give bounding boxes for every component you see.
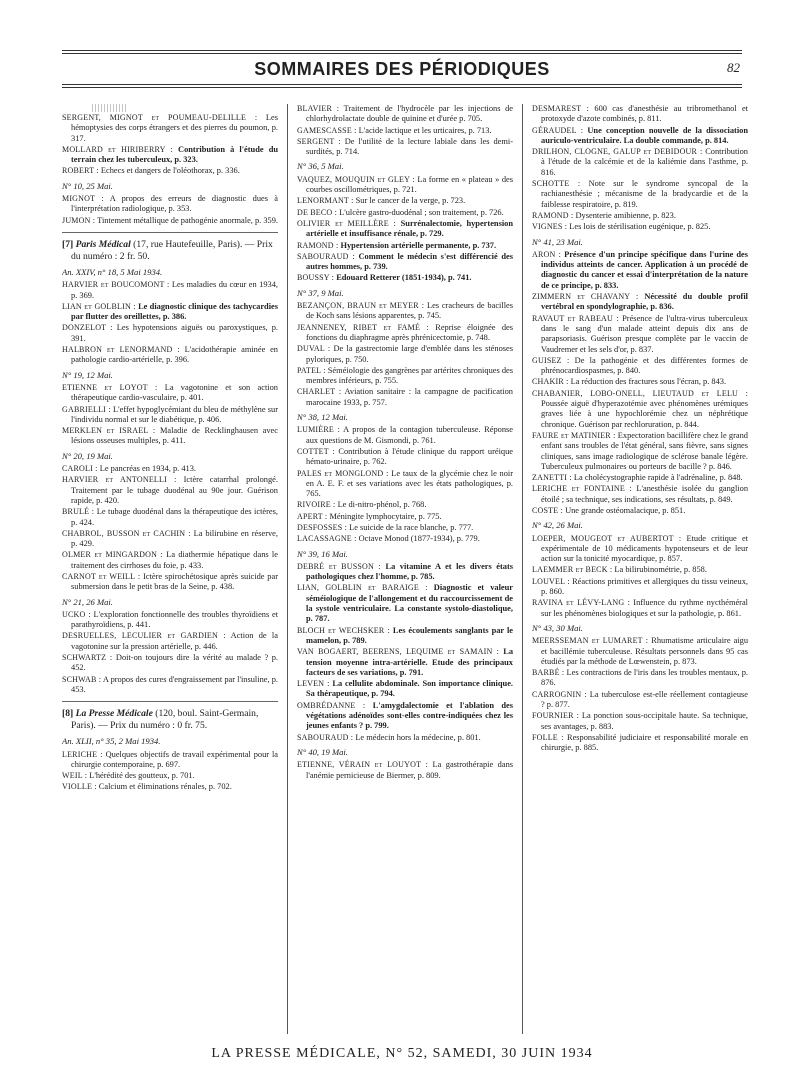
- article-entry: [297, 562, 513, 583]
- article-entry: [62, 631, 278, 652]
- journal-heading: [62, 708, 278, 732]
- article-authors: ZIMMERN et CHAVANY :: [532, 292, 639, 302]
- column-3: [532, 104, 748, 1040]
- article-entry: [62, 675, 278, 696]
- article-title: Action de la vagotonine sur la pression artérielle, p. 446.: [71, 631, 278, 651]
- journal-name: La Presse Médicale: [75, 708, 153, 720]
- article-title: Les maladies du cœur en 1934, p. 369.: [71, 280, 278, 300]
- article-authors: OLMER et MINGARDON :: [62, 550, 163, 560]
- article-title: Contribution à l'étude clinique du rapport uréique hémato-urinaire, p. 762.: [306, 446, 513, 467]
- article-entry: [62, 771, 278, 781]
- article-authors: FOURNIER :: [532, 711, 580, 721]
- article-title: L'acidothérapie aminée en pathologie cardio-artérielle, p. 396.: [71, 345, 278, 365]
- article-authors: HARVIER et BOUCOMONT :: [62, 280, 170, 290]
- article-authors: PALES et MONGLOND :: [297, 468, 389, 478]
- article-authors: RAVAUT et RABEAU :: [532, 313, 619, 323]
- ink-smudge: [92, 104, 126, 112]
- article-entry: [62, 323, 278, 344]
- article-entry: [62, 529, 278, 550]
- article-title: Présence de l'ultra-virus tuberculeux dans le sang d'un malade atteint depuis dix ans de parapsoriasis. Guérison presque complète par le vaccin de Vaudremer et les sels d'or, p. 837.: [541, 313, 748, 354]
- article-entry: [532, 356, 748, 377]
- article-authors: DESMAREST :: [532, 104, 590, 113]
- article-entry: [532, 534, 748, 565]
- article-title: Aviation sanitaire : la campagne de pacification marocaine 1933, p. 757.: [306, 387, 513, 407]
- issue-date: N° 42, 26 Mai.: [532, 520, 583, 531]
- article-authors: OMBRÉDANNE :: [297, 700, 366, 710]
- journal-name: Paris Médical: [75, 238, 131, 250]
- article-title: La bilirubine en réserve, p. 429.: [71, 528, 278, 549]
- article-title: La cellulite abdominale. Son importance clinique. Sa thérapeutique, p. 794.: [306, 679, 513, 699]
- article-entry: [62, 475, 278, 506]
- article-authors: CHABANIER, LOBO-ONELL, LIEUTAUD et LELU :: [532, 388, 748, 398]
- article-entry: [297, 701, 513, 732]
- article-title: Responsabilité judiciaire et responsabilité morale en chirurgie, p. 885.: [541, 732, 748, 753]
- article-entry: [532, 484, 748, 505]
- article-entry: [532, 377, 748, 387]
- article-authors: RIVOIRE :: [297, 500, 336, 510]
- article-entry: [532, 147, 748, 178]
- article-authors: SERGENT :: [297, 136, 341, 146]
- article-entry: [297, 196, 513, 206]
- article-title: Le diagnostic clinique des tachycardies par flutter des oreillettes, p. 386.: [71, 301, 278, 322]
- article-title: A propos des cures d'engraissement par l'insuline, p. 453.: [71, 674, 278, 694]
- section-separator: [62, 232, 278, 233]
- article-title: Contribution à l'étude de la calcémie et de la kaliémie dans l'asthme, p. 816.: [541, 147, 748, 177]
- article-entry: [297, 534, 513, 544]
- article-authors: CARNOT et WEILL :: [62, 571, 141, 581]
- article-authors: CHARLET :: [297, 387, 342, 397]
- article-entry: [297, 647, 513, 678]
- article-title: La cholécystographie rapide à l'adrénaline, p. 848.: [573, 473, 743, 483]
- article-authors: BLAVIER :: [297, 104, 340, 113]
- article-authors: LOEPER, MOUGEOT et AUBERTOT :: [532, 533, 682, 543]
- article-title: Les lois de stérilisation eugénique, p. 825.: [569, 222, 711, 232]
- article-title: Poussée aiguë d'hyperazotémie avec phénomènes urémiques graves liée à une hypochlorémie chez un néphrétique chronique. Guérison par rechloruration, p. 844.: [541, 399, 748, 429]
- article-entry: [297, 208, 513, 218]
- article-title: Sur le cancer de la verge, p. 723.: [355, 196, 466, 206]
- article-authors: DESRUELLES, LECULIER et GARDIEN :: [62, 631, 226, 641]
- article-entry: [297, 175, 513, 196]
- article-title: Contribution à l'étude du terrain chez les tuberculeux, p. 323.: [71, 144, 278, 165]
- article-authors: LIAN, GOLBLIN et BARAIGE :: [297, 583, 428, 593]
- article-entry: [62, 653, 278, 674]
- article-title: Dysenterie amibienne, p. 823.: [575, 210, 676, 220]
- journal-number: [7]: [62, 238, 74, 250]
- article-title: Méningite lymphocytaire, p. 775.: [329, 511, 442, 521]
- article-entry: [62, 572, 278, 593]
- issue-date: N° 10, 25 Mai.: [62, 180, 113, 191]
- article-title: Séméiologie des gangrènes par artérites chroniques des membres inférieurs, p. 755.: [306, 365, 513, 386]
- article-authors: ARON :: [532, 249, 562, 259]
- issue-date: N° 38, 12 Mai.: [297, 412, 348, 423]
- article-title: L'anesthésie isolée du ganglion étoilé ; sa technique, ses indications, ses résultats, p. 849.: [541, 484, 748, 504]
- article-title: L'effet hypoglycémiant du bleu de méthylène sur l'individu normal et sur le diabétique, p. 406.: [71, 404, 278, 424]
- article-title: 600 cas d'anesthésie au tribromethanol et protoxyde d'azote combinés, p. 811.: [541, 104, 748, 124]
- article-entry: [532, 126, 748, 147]
- article-authors: VIOLLE :: [62, 782, 97, 792]
- article-authors: LIAN et GOLBLIN :: [62, 301, 136, 311]
- article-title: Diagnostic et valeur séméiologique de l'allongement et du raccourcissement de la systole ventriculaire. La constante systolo-diastolique, p. 787.: [306, 583, 513, 624]
- article-title: Le taux de la glycémie chez le noir en A. E. F. et ses variations avec les états pathologiques, p. 765.: [306, 468, 513, 499]
- article-title: Echecs et dangers de l'oléothorax, p. 336.: [100, 166, 240, 176]
- article-authors: WEIL :: [62, 771, 88, 781]
- article-entry: [297, 760, 513, 781]
- issue-date: N° 40, 19 Mai.: [297, 746, 348, 757]
- article-entry: [532, 250, 748, 291]
- article-title: Le suicide de la race blanche, p. 777.: [349, 522, 474, 532]
- article-authors: LERICHE :: [62, 749, 103, 759]
- article-title: Octave Monod (1877-1934), p. 779.: [358, 534, 480, 544]
- article-title: Expectoration bacillifère chez le grand enfant sans troubles de l'état général, sans fièvre, sans signes cliniques, sans image radiologique de sclérose banale légère. Tuberculeux pulmonaires ou porteurs de bacille ? p. 846.: [541, 430, 748, 471]
- article-entry: [532, 598, 748, 619]
- article-title: Etude critique et expérimentale de 10 médicaments hypotenseurs et de leur action sur la tonicité myocardique, p. 857.: [541, 533, 748, 564]
- article-entry: [532, 577, 748, 598]
- issue-date: An. XXIV, n° 18, 5 Mai 1934.: [62, 266, 163, 277]
- article-entry: [532, 473, 748, 483]
- article-entry: [297, 425, 513, 446]
- article-entry: [532, 104, 748, 125]
- journal-info: (17, rue Hautefeuille, Paris). — Prix du numéro : 2 fr. 50.: [71, 238, 273, 262]
- article-authors: VAN BOGAERT, BEERENS, LEQUIME et SAMAIN :: [297, 647, 500, 657]
- article-title: La ponction sous-occipitale haute. Sa technique, ses avantages, p. 883.: [541, 711, 748, 731]
- article-authors: BARBÉ :: [532, 668, 565, 678]
- article-title: La bilirubinométrie, p. 858.: [614, 565, 707, 575]
- article-authors: BOUSSY :: [297, 273, 335, 283]
- article-title: De l'utilité de la lecture labiale dans les demi-surdités, p. 714.: [306, 136, 513, 157]
- article-entry: [297, 387, 513, 408]
- article-entry: [297, 512, 513, 522]
- article-entry: [297, 301, 513, 322]
- article-entry: [62, 550, 278, 571]
- article-authors: COSTE :: [532, 505, 563, 515]
- article-authors: GÉRAUDEL :: [532, 125, 584, 135]
- article-entry: [62, 782, 278, 792]
- article-authors: LEVEN :: [297, 679, 330, 689]
- article-entry: [532, 506, 748, 516]
- article-authors: DONZELOT :: [62, 323, 113, 333]
- article-authors: CAROLI :: [62, 464, 98, 474]
- article-entry: [297, 366, 513, 387]
- article-authors: JEANNENEY, RIBET et FAMÉ :: [297, 322, 429, 332]
- article-authors: ETIENNE et LOYOT :: [62, 382, 158, 392]
- article-title: De la pathogénie et des différentes formes de phrénocardiospasmes, p. 840.: [541, 355, 748, 376]
- article-authors: HALBRON et LENORMAND :: [62, 345, 180, 355]
- article-entry: [62, 507, 278, 528]
- article-authors: SCHWARTZ :: [62, 653, 113, 663]
- article-authors: OLIVIER et MEILLÈRE :: [297, 218, 396, 228]
- article-authors: DUVAL :: [297, 344, 331, 354]
- issue-date: N° 43, 30 Mai.: [532, 622, 583, 633]
- page-header: [62, 58, 742, 80]
- article-title: Surrénalectomie, hypertension artérielle et insuffisance rénale, p. 729.: [306, 218, 513, 239]
- article-entry: [532, 733, 748, 754]
- column-divider: [522, 104, 523, 1034]
- article-entry: [297, 252, 513, 273]
- article-entry: [532, 431, 748, 472]
- article-entry: [297, 323, 513, 344]
- article-entry: [62, 216, 278, 226]
- article-title: La forme en « plateau » des courbes oscillométriques, p. 721.: [306, 174, 513, 195]
- article-authors: VIGNES :: [532, 222, 568, 232]
- article-authors: RAMOND :: [532, 210, 574, 220]
- article-title: Influence du rythme nycthéméral sur les phénomènes biologiques et sur la pathologie, p. 861.: [541, 598, 748, 618]
- article-entry: [62, 113, 278, 144]
- issue-date: N° 20, 19 Mai.: [62, 450, 113, 461]
- article-title: L'acide lactique et les urticaires, p. 713.: [358, 125, 492, 135]
- article-title: Doit-on toujours dire la vérité au malade ? p. 452.: [71, 653, 278, 673]
- page-number: 82: [727, 60, 740, 75]
- article-authors: GUISEZ :: [532, 355, 570, 365]
- article-title: Les hémoptysies des corps étrangers et des pierres du poumon, p. 317.: [71, 113, 278, 143]
- article-title: La tension moyenne intra-artérielle. Etude des principaux facteurs de ses variations, p. 791.: [306, 647, 513, 677]
- article-entry: [297, 126, 513, 136]
- article-entry: [532, 211, 748, 221]
- article-authors: CARROGNIN :: [532, 689, 587, 699]
- article-title: De la gastrectomie large d'emblée dans les sténoses pyloriques, p. 750.: [306, 344, 513, 364]
- article-entry: [532, 179, 748, 210]
- column-divider: [287, 104, 288, 1034]
- article-title: Quelques objectifs de travail expérimental pour la chirurgie contemporaine, p. 697.: [71, 749, 278, 769]
- article-entry: [297, 626, 513, 647]
- article-authors: APERT :: [297, 511, 328, 521]
- article-title: Le pancréas en 1934, p. 413.: [99, 464, 196, 474]
- article-title: A propos des erreurs de diagnostic dues à l'interprétation radiologique, p. 353.: [71, 194, 278, 214]
- article-authors: MIGNOT :: [62, 194, 104, 204]
- article-title: La diathermie hépatique dans le traitement des cirrhoses du foie, p. 433.: [71, 550, 278, 570]
- article-title: Maladie de Recklinghausen avec lésions osseuses multiples, p. 411.: [71, 426, 278, 446]
- column-1: [62, 104, 278, 1040]
- article-title: Comment le médecin s'est différencié des autres hommes, p. 739.: [306, 251, 513, 272]
- issue-date: N° 21, 26 Mai.: [62, 596, 113, 607]
- article-title: Note sur le syndrome syncopal de la rachianesthésie ; mécanisme de la bradycardie et de la faiblesse respiratoire, p. 819.: [541, 179, 748, 209]
- article-entry: [297, 523, 513, 533]
- article-authors: FAURE et MATINIER :: [532, 430, 616, 440]
- article-title: Les hypotensions aiguës ou paroxystiques, p. 391.: [71, 323, 278, 343]
- article-entry: [62, 610, 278, 631]
- article-entry: [62, 166, 278, 176]
- article-authors: GABRIELLI :: [62, 404, 111, 414]
- article-authors: JUMON :: [62, 215, 96, 225]
- article-entry: [297, 447, 513, 468]
- article-title: Ictère catarrhal prolongé. Traitement par le tubage duodénal au 90e jour. Guérison rapide, p. 420.: [71, 475, 278, 505]
- article-authors: SCHOTTE :: [532, 179, 581, 189]
- article-entry: [532, 636, 748, 667]
- article-authors: LAEMMER et BECK :: [532, 565, 613, 575]
- issue-date: N° 41, 23 Mai.: [532, 236, 583, 247]
- article-entry: [297, 583, 513, 624]
- article-title: Traitement de l'hydrocèle par les injections de chlorhydrolactate double de quinine et d'urée p. 705.: [306, 104, 513, 124]
- article-authors: DEBRÉ et BUSSON :: [297, 561, 381, 571]
- issue-date: N° 37, 9 Mai.: [297, 287, 344, 298]
- article-entry: [532, 690, 748, 711]
- article-authors: FOLLE :: [532, 732, 564, 742]
- article-title: Une grande ostéomalacique, p. 851.: [565, 505, 686, 515]
- article-entry: [297, 733, 513, 743]
- article-authors: SABOURAUD :: [297, 732, 354, 742]
- article-title: Nécessité du double profil vertébral en spondylographie, p. 836.: [541, 292, 748, 312]
- article-title: Hypertension artérielle permanente, p. 737.: [340, 240, 497, 250]
- article-authors: DRILHON, CLOGNE, GALUP et DEBIDOUR :: [532, 147, 703, 157]
- article-title: Le di-nitro-phénol, p. 768.: [337, 500, 427, 510]
- article-authors: LUMIÈRE :: [297, 425, 341, 435]
- article-entry: [297, 241, 513, 251]
- article-authors: LENORMANT :: [297, 196, 354, 206]
- article-entry: [297, 344, 513, 365]
- article-authors: DESFOSSES :: [297, 522, 347, 532]
- issue-date: N° 39, 16 Mai.: [297, 548, 348, 559]
- article-entry: [532, 668, 748, 689]
- article-authors: BRULÉ :: [62, 507, 95, 517]
- article-title: Reprise éloignée des fonctions du diaphragme après phrénicectomie, p. 748.: [306, 322, 513, 342]
- article-title: L'amygdalectomie et l'ablation des végétations adénoïdes sont-elles contre-indiquées chez les jeunes enfants ? p. 799.: [306, 700, 513, 731]
- article-authors: LACASSAGNE :: [297, 534, 357, 544]
- article-entry: [532, 565, 748, 575]
- article-title: L'exploration fonctionnelle des troubles thyroïdiens et parathyroïdiens, p. 441.: [71, 609, 278, 630]
- article-authors: SABOURAUD :: [297, 251, 355, 261]
- article-authors: LOUVEL :: [532, 576, 570, 586]
- article-entry: [297, 273, 513, 283]
- article-authors: BEZANÇON, BRAUN et MEYER :: [297, 301, 425, 311]
- issue-date: N° 19, 12 Mai.: [62, 369, 113, 380]
- article-title: Les cracheurs de bacilles de Koch sans lésions apparentes, p. 745.: [306, 301, 513, 321]
- article-authors: CHABROL, BUSSON et CACHIN :: [62, 528, 191, 538]
- article-title: Calcium et éliminations rénales, p. 702.: [98, 782, 232, 792]
- article-authors: MEERSSEMAN et LUMARET :: [532, 636, 649, 646]
- article-title: Rhumatisme articulaire aigu et bacillémie tuberculeuse. Résultats personnels dans 95 cas étudiés par la méthode de Lœwenstein, p. 873.: [541, 636, 748, 666]
- article-entry: [532, 222, 748, 232]
- article-authors: ZANETTI :: [532, 473, 572, 483]
- article-authors: ETIENNE, VÉRAIN et LOUYOT :: [297, 760, 428, 770]
- article-authors: ROBERT :: [62, 166, 99, 176]
- article-title: Réactions primitives et allergiques du tissu veineux, p. 860.: [541, 576, 748, 597]
- journal-heading: [62, 239, 278, 263]
- article-title: Une conception nouvelle de la dissociation auriculo-ventriculaire. La double commande, p. 814.: [541, 125, 748, 145]
- article-authors: DE BECO :: [297, 207, 338, 217]
- article-entry: [297, 104, 513, 125]
- article-entry: [532, 711, 748, 732]
- journal-info: (120, boul. Saint-Germain, Paris). — Prix du numéro : 0 fr. 75.: [71, 708, 259, 732]
- article-authors: PATEL :: [297, 365, 326, 375]
- article-authors: SERGENT, MIGNOT et POUMEAU-DELILLE :: [62, 113, 258, 122]
- article-entry: [532, 389, 748, 430]
- article-authors: HARVIER et ANTONELLI :: [62, 475, 177, 485]
- article-entry: [297, 469, 513, 500]
- article-title: L'hérédité des goutteux, p. 701.: [89, 771, 195, 781]
- article-entry: [532, 314, 748, 355]
- article-authors: VAQUEZ, MOUQUIN et GLEY :: [297, 174, 415, 184]
- article-entry: [62, 426, 278, 447]
- article-authors: RAMOND :: [297, 240, 339, 250]
- column-2: [297, 104, 513, 1040]
- article-authors: CHAKIR :: [532, 377, 569, 387]
- article-title: L'ulcère gastro-duodénal ; son traitement, p. 726.: [339, 207, 504, 217]
- article-authors: SCHWAB :: [62, 674, 102, 684]
- article-entry: [62, 750, 278, 771]
- article-title: Les écoulements sanglants par le mamelon, p. 789.: [306, 625, 513, 645]
- article-title: Les contractions de l'iris dans les troubles mentaux, p. 876.: [541, 668, 748, 688]
- article-entry: [62, 464, 278, 474]
- article-title: Présence d'un principe spécifique dans l'urine des individus atteints de cancer. Application à un procédé de diagnostic du cancer et essai d'interprétation de la nature de ce principe, p. 833.: [541, 249, 748, 290]
- page-title: SOMMAIRES DES PÉRIODIQUES: [254, 59, 550, 79]
- article-authors: BLOCH et WECHSKER :: [297, 625, 390, 635]
- article-title: Edouard Retterer (1851-1934), p. 741.: [336, 273, 472, 283]
- article-authors: MERKLEN et ISRAEL :: [62, 426, 156, 436]
- article-authors: UCKO :: [62, 609, 91, 619]
- article-entry: [62, 194, 278, 215]
- article-title: La gastrothérapie dans l'anémie pernicieuse de Biermer, p. 809.: [306, 760, 513, 780]
- article-title: La réduction des fractures sous l'écran, p. 843.: [570, 377, 727, 387]
- article-entry: [62, 405, 278, 426]
- article-entry: [297, 219, 513, 240]
- article-title: Ictère spirochétosique après suicide par submersion dans le petit bras de la Seine, p. 438.: [71, 571, 278, 592]
- article-title: Le médecin hors la médecine, p. 801.: [355, 732, 481, 742]
- section-separator: [62, 701, 278, 702]
- article-authors: COTTET :: [297, 446, 335, 456]
- article-title: A propos de la contagion tuberculeuse. Réponse aux questions de M. Gismondi, p. 761.: [306, 425, 513, 445]
- article-entry: [62, 383, 278, 404]
- article-title: Tintement métallique de pathogénie anormale, p. 359.: [97, 215, 278, 225]
- issue-date: N° 36, 5 Mai.: [297, 161, 344, 172]
- article-entry: [297, 500, 513, 510]
- article-entry: [62, 280, 278, 301]
- article-title: Le tubage duodénal dans la thérapeutique des ictères, p. 424.: [71, 507, 278, 527]
- page-footer: LA PRESSE MÉDICALE, N° 52, SAMEDI, 30 JUIN 1934: [211, 1046, 593, 1061]
- article-title: La tuberculose est-elle réellement contagieuse ? p. 877.: [541, 689, 748, 710]
- article-entry: [62, 345, 278, 366]
- article-authors: RAVINA et LÉVY-LANG :: [532, 598, 631, 608]
- article-title: La vitamine A et les divers états pathologiques chez l'homme, p. 785.: [306, 561, 513, 582]
- article-authors: LERICHE et FONTAINE :: [532, 484, 632, 494]
- article-authors: GAMESCASSE :: [297, 125, 357, 135]
- article-title: La vagotonine et son action thérapeutique cardio-vasculaire, p. 401.: [71, 382, 278, 403]
- journal-number: [8]: [62, 708, 74, 720]
- article-entry: [297, 137, 513, 158]
- article-authors: MOLLARD et HIRIBERRY :: [62, 144, 173, 154]
- article-entry: [62, 302, 278, 323]
- article-entry: [297, 679, 513, 700]
- issue-date: An. XLII, n° 35, 2 Mai 1934.: [62, 736, 161, 747]
- article-entry: [532, 292, 748, 313]
- article-entry: [62, 145, 278, 166]
